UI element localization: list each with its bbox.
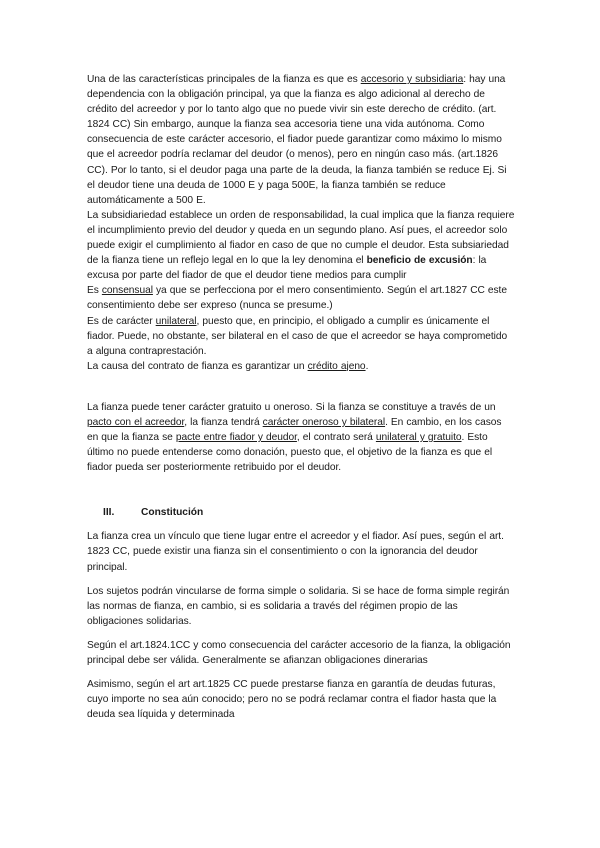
paragraph-sujetos: Los sujetos podrán vincularse de forma simple o solidaria. Si se hace de forma simple regirán las normas de fianza, en cambio, si es solidaria a través del régimen propio de las obligaciones solidarias. — [87, 585, 510, 627]
text: La subsidiariedad establece un orden de responsabilidad, la cual implica que la fianza requiere el incumplimiento previo del deudor y queda en un segundo plano. Así pues, el acreedor solo puede exigir el cumplimiento al fiador en caso de que no cumple el deudor. Esta subsiariedad de la fianza tiene un reflejo legal en lo que la ley denomina el — [87, 209, 515, 267]
text: La fianza puede tener carácter gratuito u oneroso. Si la fianza se constituye a través de un — [87, 401, 496, 413]
underlined-term: unilateral y gratuito — [375, 432, 462, 444]
underlined-term: carácter oneroso y bilateral — [262, 416, 386, 428]
paragraph-causa — [87, 359, 515, 374]
text: : la excusa por parte del fiador de que el deudor tiene medios para cumplir — [87, 255, 487, 282]
document-body — [87, 72, 515, 722]
underlined-term: pacto con el acreedor — [87, 416, 185, 428]
text: La causa del contrato de fianza es garantizar un — [87, 360, 308, 372]
section-heading — [103, 505, 515, 520]
paragraph-deudas-futuras: Asimismo, según el art art.1825 CC puede prestarse fianza en garantía de deudas futuras, cuyo importe no sea aún conocido; pero no se podrá reclamar contra el fiador hasta que la deuda sea líquida y determinada — [87, 679, 497, 721]
text: , puesto que, en principio, el obligado a cumplir es únicamente el fiador. Puede, no obstante, ser bilateral en el caso de que el acreedor se haya comprometido a alguna contraprestación. — [87, 315, 508, 357]
text: Es — [87, 285, 102, 297]
text: : hay una dependencia con la obligación principal, ya que la fianza es algo adicional al derecho de crédito del acreedor y por lo tanto algo que no puede vivir sin este derecho de crédito. (art. 1824 CC) Sin embargo, aunque la fianza sea accesoria tiene una vida autónoma. Como consecuencia de este carácter accesorio, el fiador puede garantizar como máximo lo mismo que el acreedor podría reclamar del deudor (o menos), pero en ningún caso más. (art.1826 CC). Por lo tanto, si el deudor paga una parte de la deuda, la fianza también se reduce Ej. Si el deudor tiene una deuda de 1000 E y paga 500E, la fianza también se reduce automáticamente a 500 E. — [87, 74, 507, 206]
text: Una de las características principales de la fianza es que es — [87, 74, 361, 85]
paragraph-validez: Según el art.1824.1CC y como consecuencia del carácter accesorio de la fianza, la obligación principal debe ser válida. Generalmente se afianzan obligaciones dinerarias — [87, 639, 511, 666]
text: , la fianza tendrá — [184, 416, 263, 428]
text: . Esto último no puede entenderse como donación, puesto que, el objetivo de la fianza es que el fiador pueda ser posteriormente retribuido por el deudor. — [87, 432, 493, 474]
underlined-term: consensual — [101, 285, 153, 297]
underlined-term: crédito ajeno — [307, 360, 366, 372]
text: , el contrato será — [296, 432, 376, 444]
paragraph-vinculo: La fianza crea un vínculo que tiene lugar entre el acreedor y el fiador. Así pues, según el art. 1823 CC, puede existir una fianza sin el consentimiento o con la ignorancia del deudor principal. — [87, 531, 504, 573]
text: Es de carácter — [87, 315, 156, 327]
paragraph-unilateral — [87, 314, 515, 359]
text: . — [365, 360, 369, 372]
underlined-term: accesorio y subsidiaria — [360, 74, 464, 85]
paragraph-accesorio — [87, 72, 515, 208]
section-title: Constitución — [141, 507, 204, 519]
underlined-term: unilateral — [155, 315, 197, 327]
text: . En cambio, en los casos en que la fianza se — [87, 416, 502, 444]
underlined-term: pacte entre fiador y deudor — [175, 432, 297, 444]
bold-term: beneficio de excusión — [366, 255, 473, 267]
text: ya que se perfecciona por el mero consentimiento. Según el art.1827 CC este consentimiento debe ser expreso (nunca se presume.) — [87, 285, 507, 312]
paragraph-gratuito-oneroso — [87, 400, 515, 475]
section-number: III. — [103, 507, 115, 519]
paragraph-consensual — [87, 283, 515, 313]
paragraph-subsidiariedad — [87, 208, 515, 283]
